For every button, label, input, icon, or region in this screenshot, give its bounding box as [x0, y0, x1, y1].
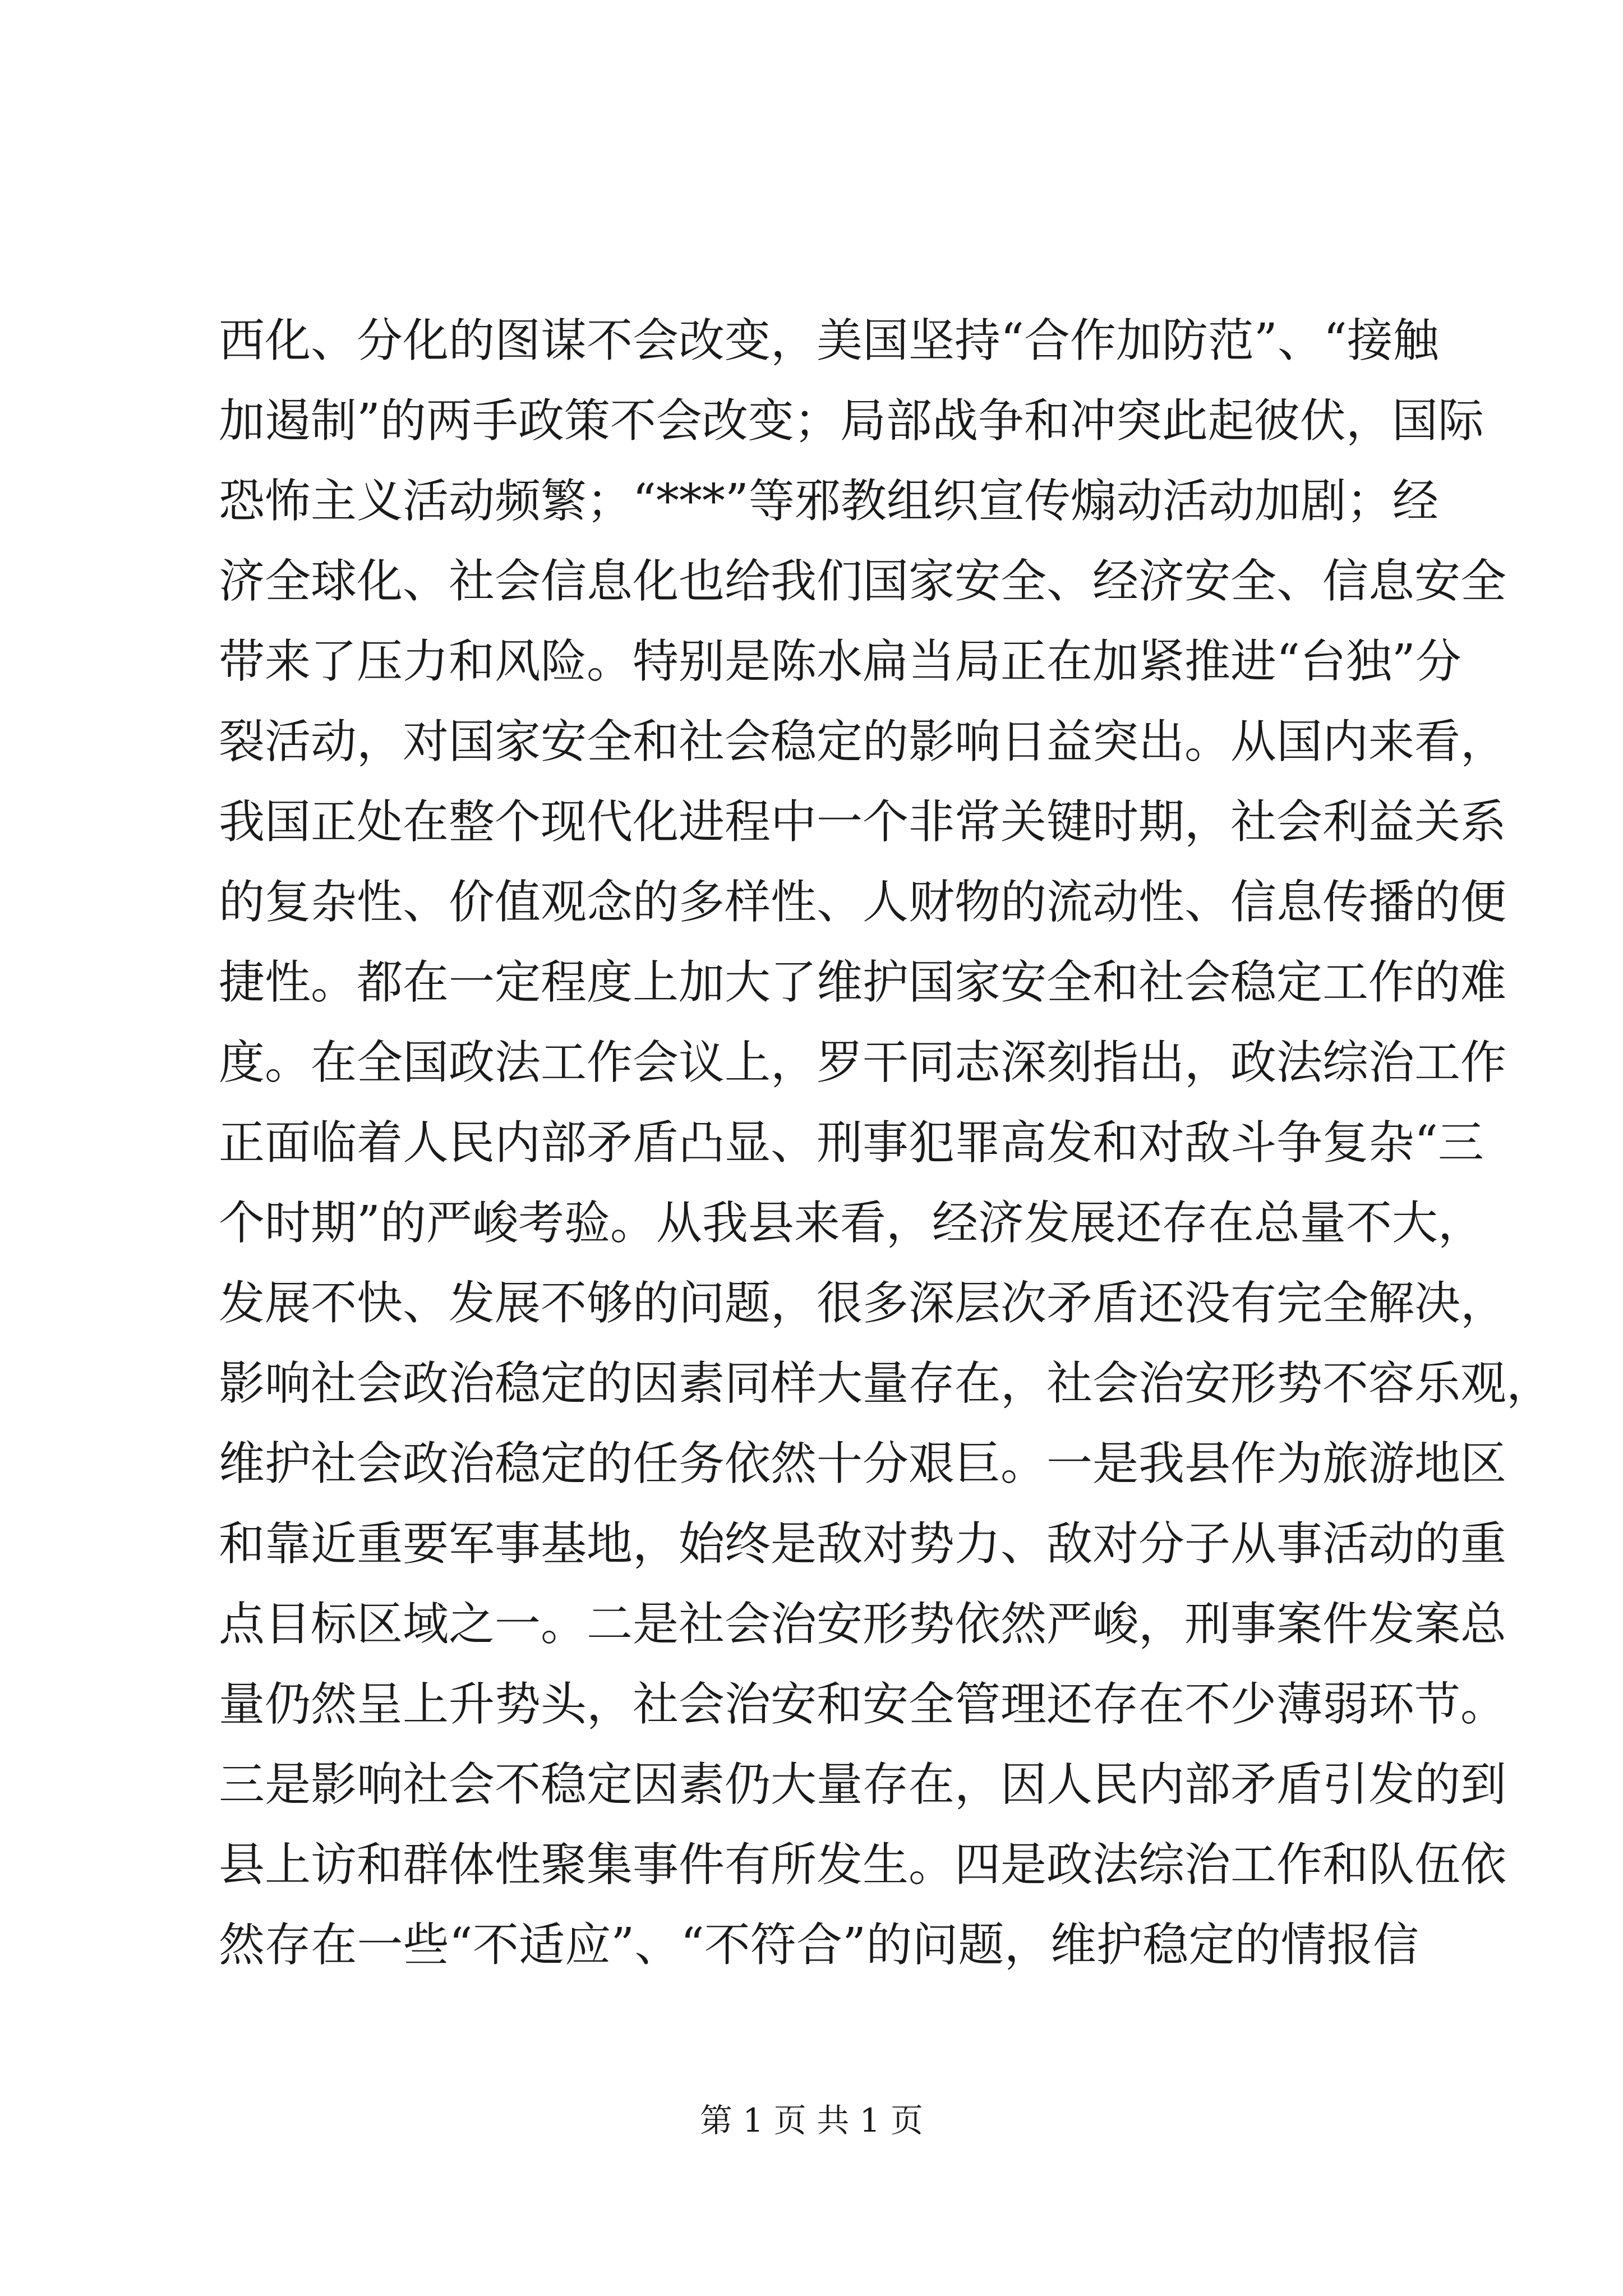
- text-line: 加遏制”的两手政策不会改变；局部战争和冲突此起彼伏，国际: [219, 394, 1484, 448]
- text-line: 县上访和群体性聚集事件有所发生。四是政法综治工作和队伍依: [219, 1838, 1507, 1892]
- text-line: 带来了压力和风险。特别是陈水扁当局正在加紧推进“台独”分: [219, 635, 1461, 688]
- text-line: 影响社会政治稳定的因素同样大量存在，社会治安形势不容乐观，: [219, 1357, 1553, 1410]
- text-line: 济全球化、社会信息化也给我们国家安全、经济安全、信息安全: [219, 555, 1507, 608]
- text-line: 捷性。都在一定程度上加大了维护国家安全和社会稳定工作的难: [219, 956, 1507, 1009]
- body-paragraph: [219, 301, 1553, 1985]
- text-line: 三是影响社会不稳定因素仍大量存在，因人民内部矛盾引发的到: [219, 1758, 1507, 1811]
- text-line: 量仍然呈上升势头，社会治安和安全管理还存在不少薄弱环节。: [219, 1678, 1507, 1731]
- text-line: 西化、分化的图谋不会改变，美国坚持“合作加防范”、“接触: [219, 314, 1439, 367]
- text-line: 恐怖主义活动频繁；“***”等邪教组织宣传煽动活动加剧；经: [219, 475, 1438, 528]
- text-line: 发展不快、发展不够的问题，很多深层次矛盾还没有完全解决，: [219, 1277, 1507, 1330]
- text-line: 点目标区域之一。二是社会治安形势依然严峻，刑事案件发案总: [219, 1598, 1507, 1651]
- text-line: 正面临着人民内部矛盾凸显、刑事犯罪高发和对敌斗争复杂“三: [219, 1116, 1484, 1170]
- text-line: 我国正处在整个现代化进程中一个非常关键时期，社会利益关系: [219, 795, 1507, 849]
- text-line: 维护社会政治稳定的任务依然十分艰巨。一是我县作为旅游地区: [219, 1437, 1507, 1490]
- page-number-indicator: 第 1 页 共 1 页: [700, 2101, 923, 2139]
- text-line: 个时期”的严峻考验。从我县来看，经济发展还存在总量不大，: [219, 1197, 1484, 1250]
- text-line: 和靠近重要军事基地，始终是敌对势力、敌对分子从事活动的重: [219, 1517, 1507, 1571]
- text-line: 裂活动，对国家安全和社会稳定的影响日益突出。从国内来看，: [219, 715, 1507, 769]
- page-footer: [0, 2098, 1623, 2143]
- text-line: 然存在一些“不适应”、“不符合”的问题，维护稳定的情报信: [219, 1918, 1419, 1972]
- text-line: 度。在全国政法工作会议上，罗干同志深刻指出，政法综治工作: [219, 1036, 1507, 1089]
- text-line: 的复杂性、价值观念的多样性、人财物的流动性、信息传播的便: [219, 876, 1507, 929]
